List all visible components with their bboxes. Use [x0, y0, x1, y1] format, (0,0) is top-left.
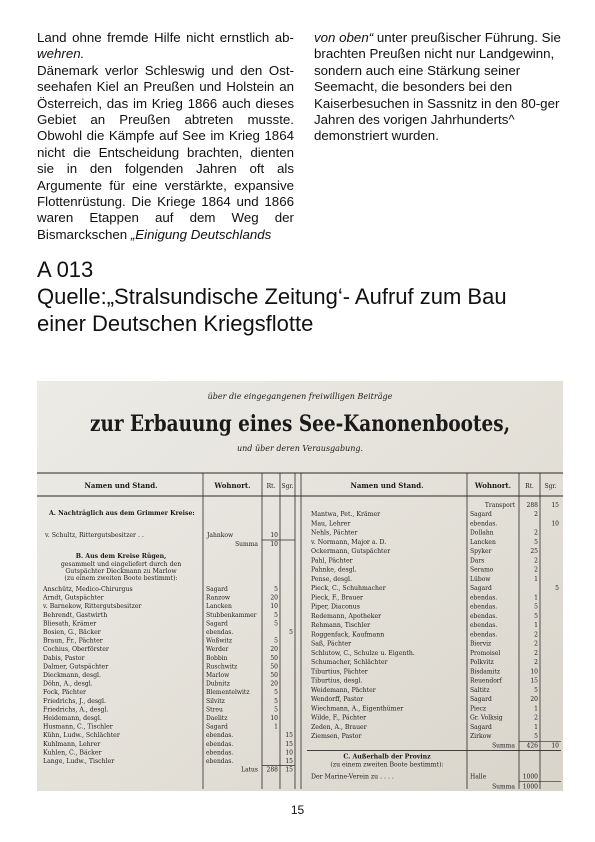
left-paragraph-2 — [37, 63, 294, 243]
table-row-place: ebendas. — [470, 520, 498, 528]
table-row-place: ebendas. — [470, 622, 498, 630]
table-row-name: Fock, Pächter — [43, 689, 86, 697]
table-row-place: Marlow — [206, 672, 230, 679]
table-row-place: Sagard — [470, 723, 492, 731]
table-row-name: Wiechmann, A., Eigenthümer — [311, 705, 404, 713]
table-row-place: ebendas. — [206, 732, 234, 740]
latus-label: Latus — [241, 766, 258, 774]
table-row-place: Lübow — [470, 575, 491, 583]
source-heading — [37, 256, 577, 337]
section-title: A. Nachträglich aus dem Grimmer Kreise: — [49, 510, 195, 517]
table-row-value: 10 — [270, 532, 278, 539]
table-row-value: 2 — [534, 566, 538, 574]
table-row-value: 15 — [285, 758, 293, 765]
table-row-place: Seramo — [470, 566, 494, 574]
table-row-name: Weidemann, Pächter — [311, 686, 376, 694]
column-header-place: Wohnort. — [214, 481, 251, 490]
table-row-value: 1 — [534, 622, 538, 630]
column-header-money: Sgr. — [281, 483, 294, 490]
table-row-place: Stubbenkammer — [206, 611, 257, 619]
doc-header-line: über die eingegangenen freiwilligen Beiträge — [207, 392, 393, 401]
table-row-name: Behrendt, Gastwirth — [43, 611, 108, 619]
table-row-name: Mau, Lehrer — [311, 520, 351, 528]
table-row-name: Nehls, Pächter — [311, 529, 358, 537]
table-row-name: Pense, desgl. — [311, 575, 353, 583]
table-row-name: Tiburtius, desgl. — [311, 677, 363, 685]
table-row-place: Blementelwitz — [206, 689, 250, 697]
paragraph-text: unter preußischer Führung. Sie brachten Preußen nicht nur Landgewinn, sondern auch eine Stärkung seiner Seemacht, die besonders bei den Kaiserbesuchen in Sassnitz in den 80-ger Jahren des vorigen Jahrhunderts^ demonstriert wurden. — [314, 30, 561, 144]
table-row-place: ebendas. — [470, 594, 498, 602]
heading-line-1: A 013 — [37, 257, 94, 282]
table-row-value: 2 — [534, 529, 538, 537]
table-row-place: ebendas. — [470, 631, 498, 639]
table-row-place: Sagard — [470, 585, 492, 593]
table-row-place: Bobbin — [206, 654, 228, 662]
section-title: B. Aus dem Kreise Rügen, — [75, 553, 167, 560]
table-row-place: Promoisel — [470, 649, 501, 657]
section-title: C. Außerhalb der Provinz — [343, 753, 431, 761]
table-row-place: Polkvitz — [470, 659, 494, 667]
table-row-name: v. Schultz, Rittergutsbesitzer . . — [45, 532, 144, 539]
table-row-name: Lange, Ludw., Tischler — [43, 758, 115, 765]
table-row-place: Ruschwitz — [206, 663, 238, 671]
table-row-name: Roggenfack, Kaufmann — [311, 631, 385, 639]
table-row-value: 10 — [551, 520, 559, 528]
column-header-money: Sgr. — [544, 483, 557, 490]
table-row-value: 2 — [534, 631, 538, 639]
table-row-name: Dieckmann, desgl. — [43, 672, 101, 679]
table-row-place: Sagard — [470, 696, 492, 704]
table-row-name: Pahnke, desgl. — [311, 566, 357, 574]
table-row-name: Bosien, G., Bäcker — [43, 629, 101, 636]
table-row-name: v. Barnekow, Rittergutsbesitzer — [43, 603, 142, 611]
table-row-place: Sagard — [206, 586, 228, 593]
table-row-value: 10 — [530, 668, 538, 676]
table-row-value: 5 — [274, 637, 278, 645]
sum-label: Summa — [235, 541, 258, 548]
table-row-name: Braun, Fr., Pächter — [43, 637, 103, 645]
table-row-place: Werder — [206, 646, 229, 654]
document-svg — [37, 381, 563, 791]
table-row-value: 5 — [274, 620, 278, 628]
summa-value: 10 — [551, 742, 559, 750]
doc-title: zur Erbauung eines See-Kanonenbootes, — [90, 411, 510, 437]
table-row-name: Döhn, A., desgl. — [43, 680, 93, 688]
table-row-name: Heidemann, desgl. — [43, 715, 102, 722]
table-row-name: Saß, Pächter — [311, 640, 352, 648]
right-paragraph — [314, 30, 566, 145]
table-row-name: Redemann, Apotheker — [311, 612, 382, 620]
table-row-place: Lancken — [206, 603, 232, 611]
table-row-name: Rehmann, Tischler — [311, 622, 371, 630]
sum-value: 10 — [270, 541, 278, 548]
summa-label: Summa — [492, 742, 515, 750]
table-row-name: Wendorff, Pastor — [311, 696, 364, 704]
table-row-value: 2 — [534, 659, 538, 667]
table-row-value: 5 — [534, 686, 538, 694]
table-row-name: Wilde, F., Pächter — [311, 714, 367, 722]
table-row-name: Bliesath, Krämer — [43, 620, 97, 628]
table-row-value: 5 — [555, 585, 559, 593]
table-row-name: Friedrichs, A., desgl. — [43, 706, 109, 714]
table-row-place: Dars — [470, 557, 485, 565]
table-row-value: 15 — [285, 740, 293, 748]
historical-document-scan — [37, 381, 563, 791]
table-row-place: ebendas. — [206, 749, 234, 757]
table-row-place: ebendas. — [470, 603, 498, 611]
table-row-place: Lancken — [470, 538, 496, 546]
table-row-place: Halle — [470, 773, 487, 781]
table-row-value: 5 — [274, 706, 278, 714]
table-row-name: Der Marine-Verein zu . . . . — [311, 773, 394, 781]
latus-value: 15 — [285, 766, 293, 774]
table-row-value: 20 — [530, 696, 538, 704]
table-row-place: Spyker — [470, 548, 492, 556]
section-subtitle: (zu einem zweiten Boote bestimmt): — [330, 761, 444, 769]
table-row-place: Streu — [206, 706, 223, 714]
table-row-value: 1000 — [522, 773, 538, 781]
table-row-place: ebendas. — [206, 740, 234, 748]
table-row-place: Bisdamitz — [470, 668, 501, 676]
table-row-place: Woßwitz — [206, 637, 233, 645]
column-header-place: Wohnort. — [474, 481, 512, 490]
table-row-value: 50 — [270, 654, 278, 662]
table-row-name: Arndt, Gutspächter — [43, 594, 104, 602]
table-row-name: Pieck, F., Brauer — [311, 594, 363, 602]
paragraph-text: Land ohne fremde Hilfe nicht ernstlich ab- — [37, 30, 294, 45]
table-row-value: 5 — [289, 629, 293, 636]
latus-value: 288 — [266, 766, 278, 774]
table-row-place: Zirkow — [470, 733, 492, 741]
table-row-value: 2 — [534, 714, 538, 722]
table-row-value: 1 — [534, 594, 538, 602]
table-row-name: Pieck, C., Schuhmacher — [311, 585, 386, 593]
table-row-value: 5 — [274, 586, 278, 593]
table-row-place: Daelitz — [206, 715, 228, 722]
table-row-name: Husmann, C., Tischler — [43, 723, 113, 731]
table-row-name: Ockermann, Gutspächter — [311, 548, 391, 556]
transport-value: 15 — [551, 502, 559, 509]
table-row-value: 5 — [534, 603, 538, 611]
table-row-value: 2 — [534, 649, 538, 657]
table-row-value: 1 — [534, 723, 538, 731]
right-text-column — [314, 30, 566, 145]
table-row-value: 15 — [530, 677, 538, 685]
table-row-place: Sagard — [206, 723, 228, 731]
table-row-value: 5 — [274, 697, 278, 705]
table-row-place: Ranzow — [206, 594, 231, 602]
heading-line-2: Quelle:„Stralsundische Zeitung‘- Aufruf zum Bau — [37, 284, 507, 309]
table-row-value: 50 — [270, 663, 278, 671]
column-header-name: Namen und Stand. — [350, 481, 424, 490]
table-row-name: Zeden, A., Brauer — [311, 723, 367, 731]
table-row-place: Jahnkow — [207, 532, 234, 539]
doc-subtitle: und über deren Verausgabung. — [236, 444, 364, 453]
summa-label: Summa — [492, 783, 515, 791]
table-row-name: v. Normann, Major a. D. — [311, 538, 387, 546]
table-row-value: 20 — [270, 646, 278, 654]
column-header-name: Namen und Stand. — [84, 481, 158, 490]
italic-text: von oben“ — [314, 30, 374, 45]
table-row-value: 50 — [270, 672, 278, 679]
section-subtitle: Gutspächter Dieckmann zu Marlow — [65, 568, 177, 575]
table-row-place: Reuendorf — [470, 677, 502, 685]
table-row-place: Saltitz — [470, 686, 490, 694]
table-row-place: ebendas. — [206, 629, 234, 636]
table-row-value: 1 — [274, 723, 278, 731]
table-row-name: Mantwa, Pet., Krämer — [311, 511, 381, 519]
table-row-value: 1 — [534, 705, 538, 713]
transport-value: 288 — [526, 502, 538, 509]
italic-text: wehren. — [37, 46, 85, 62]
table-row-value: 5 — [274, 689, 278, 697]
table-row-value: 5 — [274, 611, 278, 619]
italic-text: „Einigung Deutschlands — [130, 226, 272, 242]
table-row-name: Anschütz, Medico-Chirurgus — [43, 586, 133, 593]
table-row-name: Schumacher, Schlächter — [311, 659, 388, 667]
left-paragraph-1 — [37, 30, 294, 63]
table-row-name: Dabis, Pastor — [43, 654, 85, 662]
table-row-place: Bierviz — [470, 640, 492, 648]
table-row-value: 5 — [534, 538, 538, 546]
table-row-value: 5 — [534, 733, 538, 741]
table-row-place: Silvitz — [206, 697, 225, 705]
summa-value: 426 — [526, 742, 538, 750]
table-row-value: 5 — [534, 612, 538, 620]
table-row-place: ebendas. — [206, 758, 234, 765]
table-row-value: 2 — [534, 557, 538, 565]
table-row-place: Sagard — [206, 620, 228, 628]
table-row-name: Friedrichs, J., desgl. — [43, 697, 106, 705]
table-row-name: Ziemsen, Pastor — [311, 733, 362, 741]
table-row-place: Piecz — [470, 705, 487, 713]
left-text-column — [37, 30, 294, 243]
table-row-value: 20 — [270, 594, 278, 602]
table-row-name: Schlutow, C., Schulze u. Eigenth. — [311, 649, 415, 657]
table-row-place: Dollahn — [470, 529, 494, 537]
table-row-value: 10 — [270, 603, 278, 611]
column-header-money: Rt. — [266, 483, 276, 490]
table-row-value: 20 — [270, 680, 278, 688]
table-row-name: Kuhlen, C., Bäcker — [43, 749, 102, 757]
table-row-name: Kühn, Ludw., Schlächter — [43, 732, 120, 740]
table-row-value: 15 — [285, 732, 293, 740]
table-row-value: 10 — [285, 749, 293, 757]
table-row-place: ebendas. — [470, 612, 498, 620]
column-header-money: Rt. — [525, 483, 534, 490]
table-row-name: Kuhlmann, Lehrer — [43, 740, 101, 748]
section-subtitle: gesammelt und eingeliefert durch den — [60, 561, 182, 568]
table-row-value: 10 — [270, 715, 278, 722]
table-row-value: 2 — [534, 640, 538, 648]
table-row-name: Piper, Diaconus — [311, 603, 360, 611]
transport-label: Transport — [484, 502, 515, 509]
table-row-name: Tiburtius, Pächter — [311, 668, 368, 676]
section-subtitle: (zu einem zweiten Boote bestimmt): — [64, 575, 178, 582]
table-row-place: Gr. Volksig — [470, 714, 503, 722]
table-row-name: Pahl, Pächter — [311, 557, 353, 565]
table-row-value: 1 — [534, 575, 538, 583]
table-row-name: Dalmer, Gutspächter — [43, 663, 109, 671]
page-number: 15 — [290, 803, 305, 817]
table-row-name: Cochius, Oberförster — [43, 646, 109, 654]
summa-value: 1000 — [522, 783, 538, 791]
paragraph-text: Dänemark verlor Schleswig und den Ostseehafen Kiel an Preußen und Holstein an Österreich, das im Krieg 1866 auch dieses Gebiet an Preußen abtreten musste. Obwohl die Kämpfe auf See im Krieg 1864 nicht die Entscheidung brachten, dienten sie in den folgenden Jahren oft als Argumente für eine verstärkte, expansive Flottenrüstung. Die Kriege 1864 und 1866 waren Etappen auf dem Weg der Bismarckschen — [37, 62, 294, 242]
table-row-place: Dubnitz — [206, 680, 230, 688]
heading-line-3: einer Deutschen Kriegsflotte — [37, 311, 314, 336]
table-row-value: 25 — [530, 548, 538, 556]
table-row-value: 2 — [534, 511, 538, 519]
table-row-place: Sagard — [470, 511, 492, 519]
